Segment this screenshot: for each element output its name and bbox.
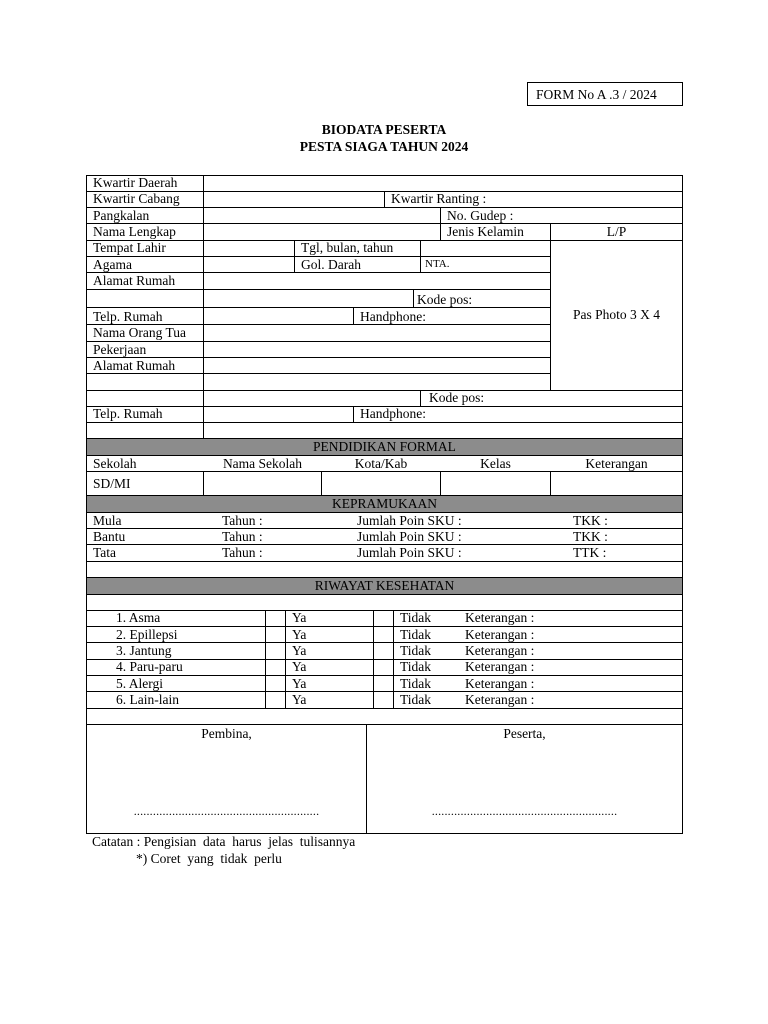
label-nama-lengkap: Nama Lengkap [93, 224, 176, 239]
signature-pembina-line: .......................................................... [133, 804, 320, 818]
col-keterangan: Keterangan [585, 456, 648, 471]
kesehatan-ya: Ya [292, 659, 307, 674]
label-nama-orang-tua: Nama Orang Tua [93, 325, 186, 340]
kepramukaan-heading: KEPRAMUKAAN [331, 496, 437, 511]
kepramukaan-tk: TKK : [573, 529, 608, 544]
note-coret: *) Coret yang tidak perlu [136, 851, 282, 866]
kesehatan-ya: Ya [292, 610, 307, 625]
kesehatan-ya: Ya [292, 676, 307, 691]
kesehatan-ya: Ya [292, 643, 307, 658]
kesehatan-tidak: Tidak [400, 676, 432, 691]
kesehatan-tidak: Tidak [400, 643, 432, 658]
label-telp-rumah-2: Telp. Rumah [93, 406, 163, 421]
label-pekerjaan: Pekerjaan [93, 342, 147, 357]
label-kwartir-cabang: Kwartir Cabang [93, 191, 180, 206]
kesehatan-tidak: Tidak [400, 610, 432, 625]
kesehatan-keterangan: Keterangan : [465, 676, 535, 691]
kesehatan-tidak: Tidak [400, 692, 432, 707]
kesehatan-ya: Ya [292, 692, 307, 707]
label-telp-rumah: Telp. Rumah [93, 309, 163, 324]
label-handphone-2: Handphone: [360, 406, 426, 421]
page-subtitle: PESTA SIAGA TAHUN 2024 [299, 139, 469, 154]
col-kota-kab: Kota/Kab [354, 456, 408, 471]
kesehatan-tidak: Tidak [400, 627, 432, 642]
note-catatan: Catatan : Pengisian data harus jelas tulisannya [92, 834, 356, 849]
kesehatan-item: 5. Alergi [116, 676, 163, 691]
page-title: BIODATA PESERTA [321, 122, 447, 137]
kesehatan-keterangan: Keterangan : [465, 627, 535, 642]
form-number: FORM No A .3 / 2024 [536, 87, 657, 102]
kesehatan-item: 1. Asma [116, 610, 161, 625]
label-tgl-lahir: Tgl, bulan, tahun [301, 240, 394, 255]
kepramukaan-label: Tata [93, 545, 117, 560]
col-sekolah: Sekolah [93, 456, 137, 471]
label-alamat-rumah: Alamat Rumah [93, 273, 176, 288]
kepramukaan-tk: TKK : [573, 513, 608, 528]
label-alamat-rumah-2: Alamat Rumah [93, 358, 176, 373]
label-jenis-kelamin: Jenis Kelamin [447, 224, 524, 239]
pas-photo-placeholder: Pas Photo 3 X 4 [572, 307, 660, 322]
pendidikan-heading: PENDIDIKAN FORMAL [313, 439, 456, 454]
kesehatan-keterangan: Keterangan : [465, 610, 535, 625]
label-kode-pos: Kode pos: [417, 292, 473, 307]
row-sd-mi: SD/MI [93, 476, 131, 491]
kesehatan-ya: Ya [292, 627, 307, 642]
label-no-gudep: No. Gudep : [447, 208, 514, 223]
label-gol-darah: Gol. Darah [301, 257, 361, 272]
kepramukaan-poin: Jumlah Poin SKU : [357, 545, 462, 560]
signature-pembina-label: Pembina, [201, 726, 252, 741]
label-lp: L/P [606, 224, 627, 239]
label-tempat-lahir: Tempat Lahir [93, 240, 166, 255]
label-nta: NTA. [425, 258, 450, 270]
kesehatan-keterangan: Keterangan : [465, 643, 535, 658]
kesehatan-heading: RIWAYAT KESEHATAN [314, 578, 455, 593]
col-kelas: Kelas [480, 456, 511, 471]
kepramukaan-poin: Jumlah Poin SKU : [357, 513, 462, 528]
kepramukaan-tahun: Tahun : [222, 545, 263, 560]
kepramukaan-label: Bantu [93, 529, 126, 544]
kesehatan-item: 4. Paru-paru [116, 659, 183, 674]
label-kwartir-daerah: Kwartir Daerah [93, 175, 178, 190]
label-pangkalan: Pangkalan [93, 208, 150, 223]
kepramukaan-tk: TTK : [573, 545, 607, 560]
label-agama: Agama [93, 257, 132, 272]
kesehatan-keterangan: Keterangan : [465, 659, 535, 674]
kepramukaan-tahun: Tahun : [222, 529, 263, 544]
kepramukaan-poin: Jumlah Poin SKU : [357, 529, 462, 544]
kesehatan-item: 3. Jantung [116, 643, 172, 658]
kesehatan-keterangan: Keterangan : [465, 692, 535, 707]
col-nama-sekolah: Nama Sekolah [222, 456, 303, 471]
kesehatan-tidak: Tidak [400, 659, 432, 674]
kepramukaan-label: Mula [93, 513, 122, 528]
signature-peserta-label: Peserta, [503, 726, 546, 741]
kesehatan-item: 2. Epillepsi [116, 627, 178, 642]
form-number-box [527, 82, 683, 106]
label-kode-pos-2: Kode pos: [429, 390, 485, 405]
kesehatan-item: 6. Lain-lain [116, 692, 179, 707]
signature-peserta-line: .......................................................... [431, 804, 618, 818]
label-handphone: Handphone: [360, 309, 426, 324]
kepramukaan-tahun: Tahun : [222, 513, 263, 528]
label-kwartir-ranting: Kwartir Ranting : [391, 191, 487, 206]
